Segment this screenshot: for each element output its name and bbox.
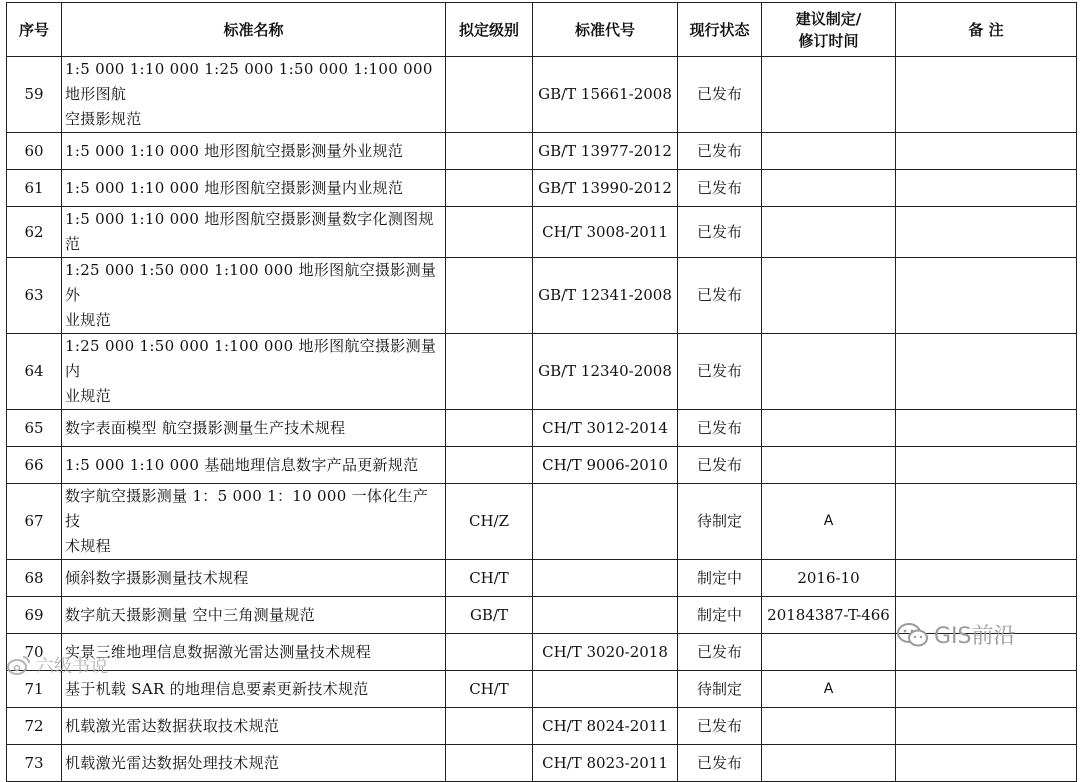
cell-name-line2: 空摄影规范 (65, 110, 142, 128)
cell-time (762, 708, 896, 745)
cell-time (762, 634, 896, 671)
cell-level (446, 634, 533, 671)
watermark-left-text: 六级书说 (36, 656, 108, 677)
cell-code: GB/T 13977-2012 (533, 133, 678, 170)
col-header-seq: 序号 (7, 3, 62, 57)
cell-status: 已发布 (678, 207, 762, 258)
table-header-row (7, 3, 1077, 57)
cell-time: A (762, 484, 896, 560)
cell-name-line1: 数字表面模型 航空摄影测量生产技术规程 (65, 418, 346, 437)
cell-seq: 66 (7, 447, 62, 484)
cell-name-line1: 数字航空摄影测量 1：5 000 1：10 000 一体化生产技 (65, 487, 429, 530)
cell-name (62, 634, 446, 671)
cell-name (62, 447, 446, 484)
cell-code (533, 560, 678, 597)
cell-status: 制定中 (678, 560, 762, 597)
cell-status: 已发布 (678, 745, 762, 782)
cell-code: CH/T 8024-2011 (533, 708, 678, 745)
cell-name-line1: 机载激光雷达数据获取技术规范 (65, 716, 280, 735)
cell-name-line1: 1:5 000 1:10 000 地形图航空摄影测量内业规范 (65, 178, 404, 197)
cell-level (446, 410, 533, 447)
cell-name-line1: 1:25 000 1:50 000 1:100 000 地形图航空摄影测量外 (65, 261, 437, 304)
cell-name (62, 597, 446, 634)
cell-note (896, 133, 1077, 170)
cell-status: 已发布 (678, 634, 762, 671)
table-row (7, 207, 1077, 258)
cell-name (62, 170, 446, 207)
cell-status: 已发布 (678, 708, 762, 745)
cell-seq: 63 (7, 258, 62, 334)
cell-name (62, 57, 446, 133)
col-header-note: 备 注 (896, 3, 1077, 57)
cell-level (446, 57, 533, 133)
col-header-status: 现行状态 (678, 3, 762, 57)
cell-name-line2: 术规程 (65, 537, 111, 555)
cell-note (896, 484, 1077, 560)
col-header-level: 拟定级别 (446, 3, 533, 57)
cell-code: CH/T 3012-2014 (533, 410, 678, 447)
cell-time (762, 170, 896, 207)
watermark-gis-text: GIS前沿 (934, 624, 1016, 649)
cell-name (62, 334, 446, 410)
table-row (7, 708, 1077, 745)
cell-note (896, 258, 1077, 334)
cell-note (896, 560, 1077, 597)
cell-seq: 73 (7, 745, 62, 782)
cell-time (762, 410, 896, 447)
table-body (7, 57, 1077, 782)
cell-seq: 62 (7, 207, 62, 258)
col-header-name: 标准名称 (62, 3, 446, 57)
table-row (7, 447, 1077, 484)
cell-level (446, 708, 533, 745)
cell-level (446, 133, 533, 170)
cell-code (533, 484, 678, 560)
cell-seq: 70 (7, 634, 62, 671)
cell-status: 制定中 (678, 597, 762, 634)
cell-name-line1: 倾斜数字摄影测量技术规程 (65, 568, 249, 587)
cell-time: A (762, 671, 896, 708)
cell-note (896, 170, 1077, 207)
cell-code: GB/T 15661-2008 (533, 57, 678, 133)
cell-name-line1: 数字航天摄影测量 空中三角测量规范 (65, 605, 315, 624)
cell-level (446, 447, 533, 484)
cell-name (62, 671, 446, 708)
cell-level (446, 258, 533, 334)
cell-seq: 67 (7, 484, 62, 560)
cell-seq: 64 (7, 334, 62, 410)
cell-status: 已发布 (678, 334, 762, 410)
cell-seq: 71 (7, 671, 62, 708)
cell-name (62, 133, 446, 170)
cell-status: 已发布 (678, 258, 762, 334)
cell-name-line1: 1:5 000 1:10 000 1:25 000 1:50 000 1:100 000 地形图航 (65, 60, 433, 103)
table-row (7, 745, 1077, 782)
wechat-icon (896, 622, 930, 648)
table-row (7, 133, 1077, 170)
cell-name (62, 708, 446, 745)
table-row (7, 334, 1077, 410)
cell-level (446, 207, 533, 258)
cell-note (896, 447, 1077, 484)
cell-time: 20184387-T-466 (762, 597, 896, 634)
cell-time (762, 207, 896, 258)
col-header-code: 标准代号 (533, 3, 678, 57)
cell-name (62, 560, 446, 597)
cell-code: GB/T 12340-2008 (533, 334, 678, 410)
cell-name-line1: 1:5 000 1:10 000 基础地理信息数字产品更新规范 (65, 455, 419, 474)
cell-level: GB/T (446, 597, 533, 634)
cell-time (762, 133, 896, 170)
cell-time (762, 447, 896, 484)
cell-seq: 68 (7, 560, 62, 597)
cell-code: GB/T 13990-2012 (533, 170, 678, 207)
cell-name (62, 484, 446, 560)
cell-status: 已发布 (678, 133, 762, 170)
cell-time (762, 334, 896, 410)
cell-name-line2: 业规范 (65, 311, 111, 329)
cell-seq: 60 (7, 133, 62, 170)
cell-code: CH/T 9006-2010 (533, 447, 678, 484)
cell-level: CH/Z (446, 484, 533, 560)
cell-name-line1: 实景三维地理信息数据激光雷达测量技术规程 (65, 642, 372, 661)
cell-code: CH/T 3008-2011 (533, 207, 678, 258)
cell-level (446, 745, 533, 782)
standards-table (6, 2, 1077, 782)
table-row (7, 170, 1077, 207)
cell-time: 2016-10 (762, 560, 896, 597)
cell-time (762, 258, 896, 334)
cell-code: CH/T 8023-2011 (533, 745, 678, 782)
cell-seq: 61 (7, 170, 62, 207)
cell-time (762, 745, 896, 782)
cell-status: 待制定 (678, 484, 762, 560)
weibo-icon (6, 654, 32, 676)
cell-note (896, 207, 1077, 258)
cell-level (446, 170, 533, 207)
col-header-time-line2: 修订时间 (798, 31, 859, 50)
cell-status: 已发布 (678, 447, 762, 484)
cell-code (533, 671, 678, 708)
cell-note (896, 410, 1077, 447)
table-row (7, 57, 1077, 133)
cell-name-line1: 1:25 000 1:50 000 1:100 000 地形图航空摄影测量内 (65, 337, 437, 380)
cell-note (896, 334, 1077, 410)
table-row (7, 484, 1077, 560)
cell-level (446, 334, 533, 410)
cell-name-line2: 业规范 (65, 387, 111, 405)
watermark-gis (896, 619, 1016, 650)
cell-seq: 59 (7, 57, 62, 133)
cell-status: 待制定 (678, 671, 762, 708)
col-header-time (762, 3, 896, 57)
cell-level: CH/T (446, 671, 533, 708)
cell-name (62, 410, 446, 447)
cell-name (62, 207, 446, 258)
cell-name-line1: 1:5 000 1:10 000 地形图航空摄影测量数字化测图规 (65, 210, 434, 228)
cell-name-line1: 1:5 000 1:10 000 地形图航空摄影测量外业规范 (65, 141, 404, 160)
cell-level: CH/T (446, 560, 533, 597)
cell-name-line1: 基于机载 SAR 的地理信息要素更新技术规范 (65, 679, 369, 698)
cell-seq: 72 (7, 708, 62, 745)
cell-name-line2: 范 (65, 235, 81, 253)
col-header-time-line1: 建议制定/ (795, 9, 862, 28)
cell-code (533, 597, 678, 634)
table-row (7, 560, 1077, 597)
cell-status: 已发布 (678, 170, 762, 207)
cell-note (896, 57, 1077, 133)
cell-note (896, 708, 1077, 745)
cell-note (896, 671, 1077, 708)
table-row (7, 410, 1077, 447)
cell-time (762, 57, 896, 133)
cell-status: 已发布 (678, 410, 762, 447)
table-row (7, 671, 1077, 708)
cell-name (62, 745, 446, 782)
cell-code: CH/T 3020-2018 (533, 634, 678, 671)
cell-name (62, 258, 446, 334)
cell-seq: 65 (7, 410, 62, 447)
cell-seq: 69 (7, 597, 62, 634)
watermark-left (6, 652, 108, 678)
cell-status: 已发布 (678, 57, 762, 133)
cell-code: GB/T 12341-2008 (533, 258, 678, 334)
cell-note (896, 745, 1077, 782)
cell-name-line1: 机载激光雷达数据处理技术规范 (65, 753, 280, 772)
table-row (7, 258, 1077, 334)
